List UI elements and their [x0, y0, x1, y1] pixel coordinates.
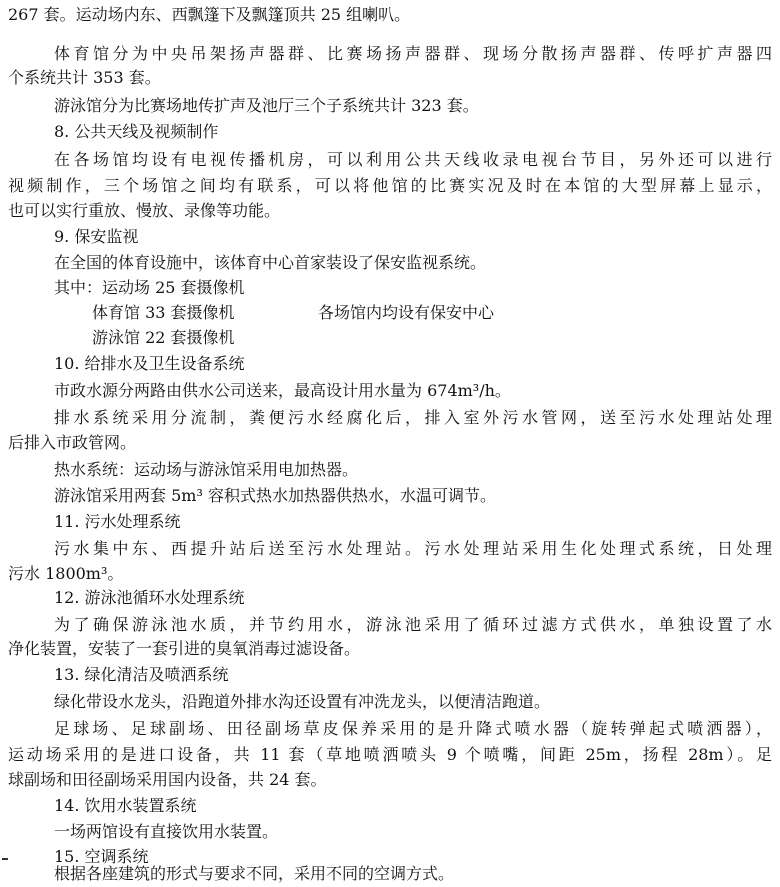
text-line: 也可以实行重放、慢放、录像等功能。 — [8, 201, 281, 220]
text-line: 游泳馆 22 套摄像机 — [92, 328, 235, 347]
text-line: 体育馆分为中央吊架扬声器群、比赛场扬声器群、现场分散扬声器群、传呼扩声器四 — [54, 44, 772, 63]
text-line — [0, 301, 780, 325]
text-line: 污水 1800m³。 — [8, 564, 124, 583]
camera-count-gym: 体育馆 33 套摄像机 — [92, 303, 235, 322]
text-line: 游泳馆分为比赛场地传扩声及池厅三个子系统共计 323 套。 — [54, 96, 479, 115]
text-line: 游泳馆采用两套 5m³ 容积式热水加热器供热水，水温可调节。 — [54, 486, 496, 505]
text-line: 市政水源分两路由供水公司送来，最高设计用水量为 674m³/h。 — [54, 381, 511, 400]
section-heading: 11. 污水处理系统 — [54, 512, 181, 531]
text-line: 根据各座建筑的形式与要求不同，采用不同的空调方式。 — [54, 864, 455, 883]
text-line: 个系统共计 353 套。 — [8, 68, 161, 87]
text-line: 其中：运动场 25 套摄像机 — [54, 278, 245, 297]
section-heading: 10. 给排水及卫生设备系统 — [54, 354, 245, 373]
text-line: 足球场、足球副场、田径副场草皮保养采用的是升降式喷水器（旋转弹起式喷洒器）， — [54, 719, 772, 738]
text-line: 污水集中东、西提升站后送至污水处理站。污水处理站采用生化处理式系统，日处理 — [54, 539, 772, 558]
text-line: 视频制作，三个场馆之间均有联系，可以将他馆的比赛实况及时在本馆的大型屏幕上显示， — [8, 176, 772, 195]
text-line: 排水系统采用分流制，粪便污水经腐化后，排入室外污水管网，送至污水处理站处理 — [54, 408, 772, 427]
section-heading: 8. 公共天线及视频制作 — [54, 122, 219, 141]
section-heading: 12. 游泳池循环水处理系统 — [54, 588, 245, 607]
text-line: 在各场馆均设有电视传播机房，可以利用公共天线收录电视台节目，另外还可以进行 — [54, 150, 772, 169]
section-heading: 13. 绿化清洁及喷洒系统 — [54, 665, 229, 684]
text-line: 为了确保游泳池水质，并节约用水，游泳池采用了循环过滤方式供水，单独设置了水 — [54, 615, 772, 634]
text-line: 后排入市政管网。 — [8, 433, 137, 452]
text-line: 267 套。运动场内东、西飘篷下及飘篷顶共 25 组喇叭。 — [8, 5, 411, 24]
text-line: 一场两馆设有直接饮用水装置。 — [54, 822, 279, 841]
text-line: 绿化带设水龙头，沿跑道外排水沟还设置有冲洗龙头，以便清洁跑道。 — [54, 692, 551, 711]
section-heading: 9. 保安监视 — [54, 227, 139, 246]
text-line: 净化装置，安装了一套引进的臭氧消毒过滤设备。 — [8, 639, 361, 658]
text-line: 球副场和田径副场采用国内设备，共 24 套。 — [8, 770, 327, 789]
text-line: 热水系统：运动场与游泳馆采用电加热器。 — [54, 460, 359, 479]
section-heading: 14. 饮用水装置系统 — [54, 796, 197, 815]
text-line: 在全国的体育设施中，该体育中心首家装设了保安监视系统。 — [54, 253, 487, 272]
section-heading: 15. 空调系统 — [54, 847, 149, 866]
text-line: 运动场采用的是进口设备，共 11 套（草地喷洒喷头 9 个喷嘴，间距 25m，扬程 28m）。足 — [8, 745, 772, 764]
security-center-note: 各场馆内均设有保安中心 — [318, 303, 495, 322]
scan-mark — [2, 858, 8, 860]
